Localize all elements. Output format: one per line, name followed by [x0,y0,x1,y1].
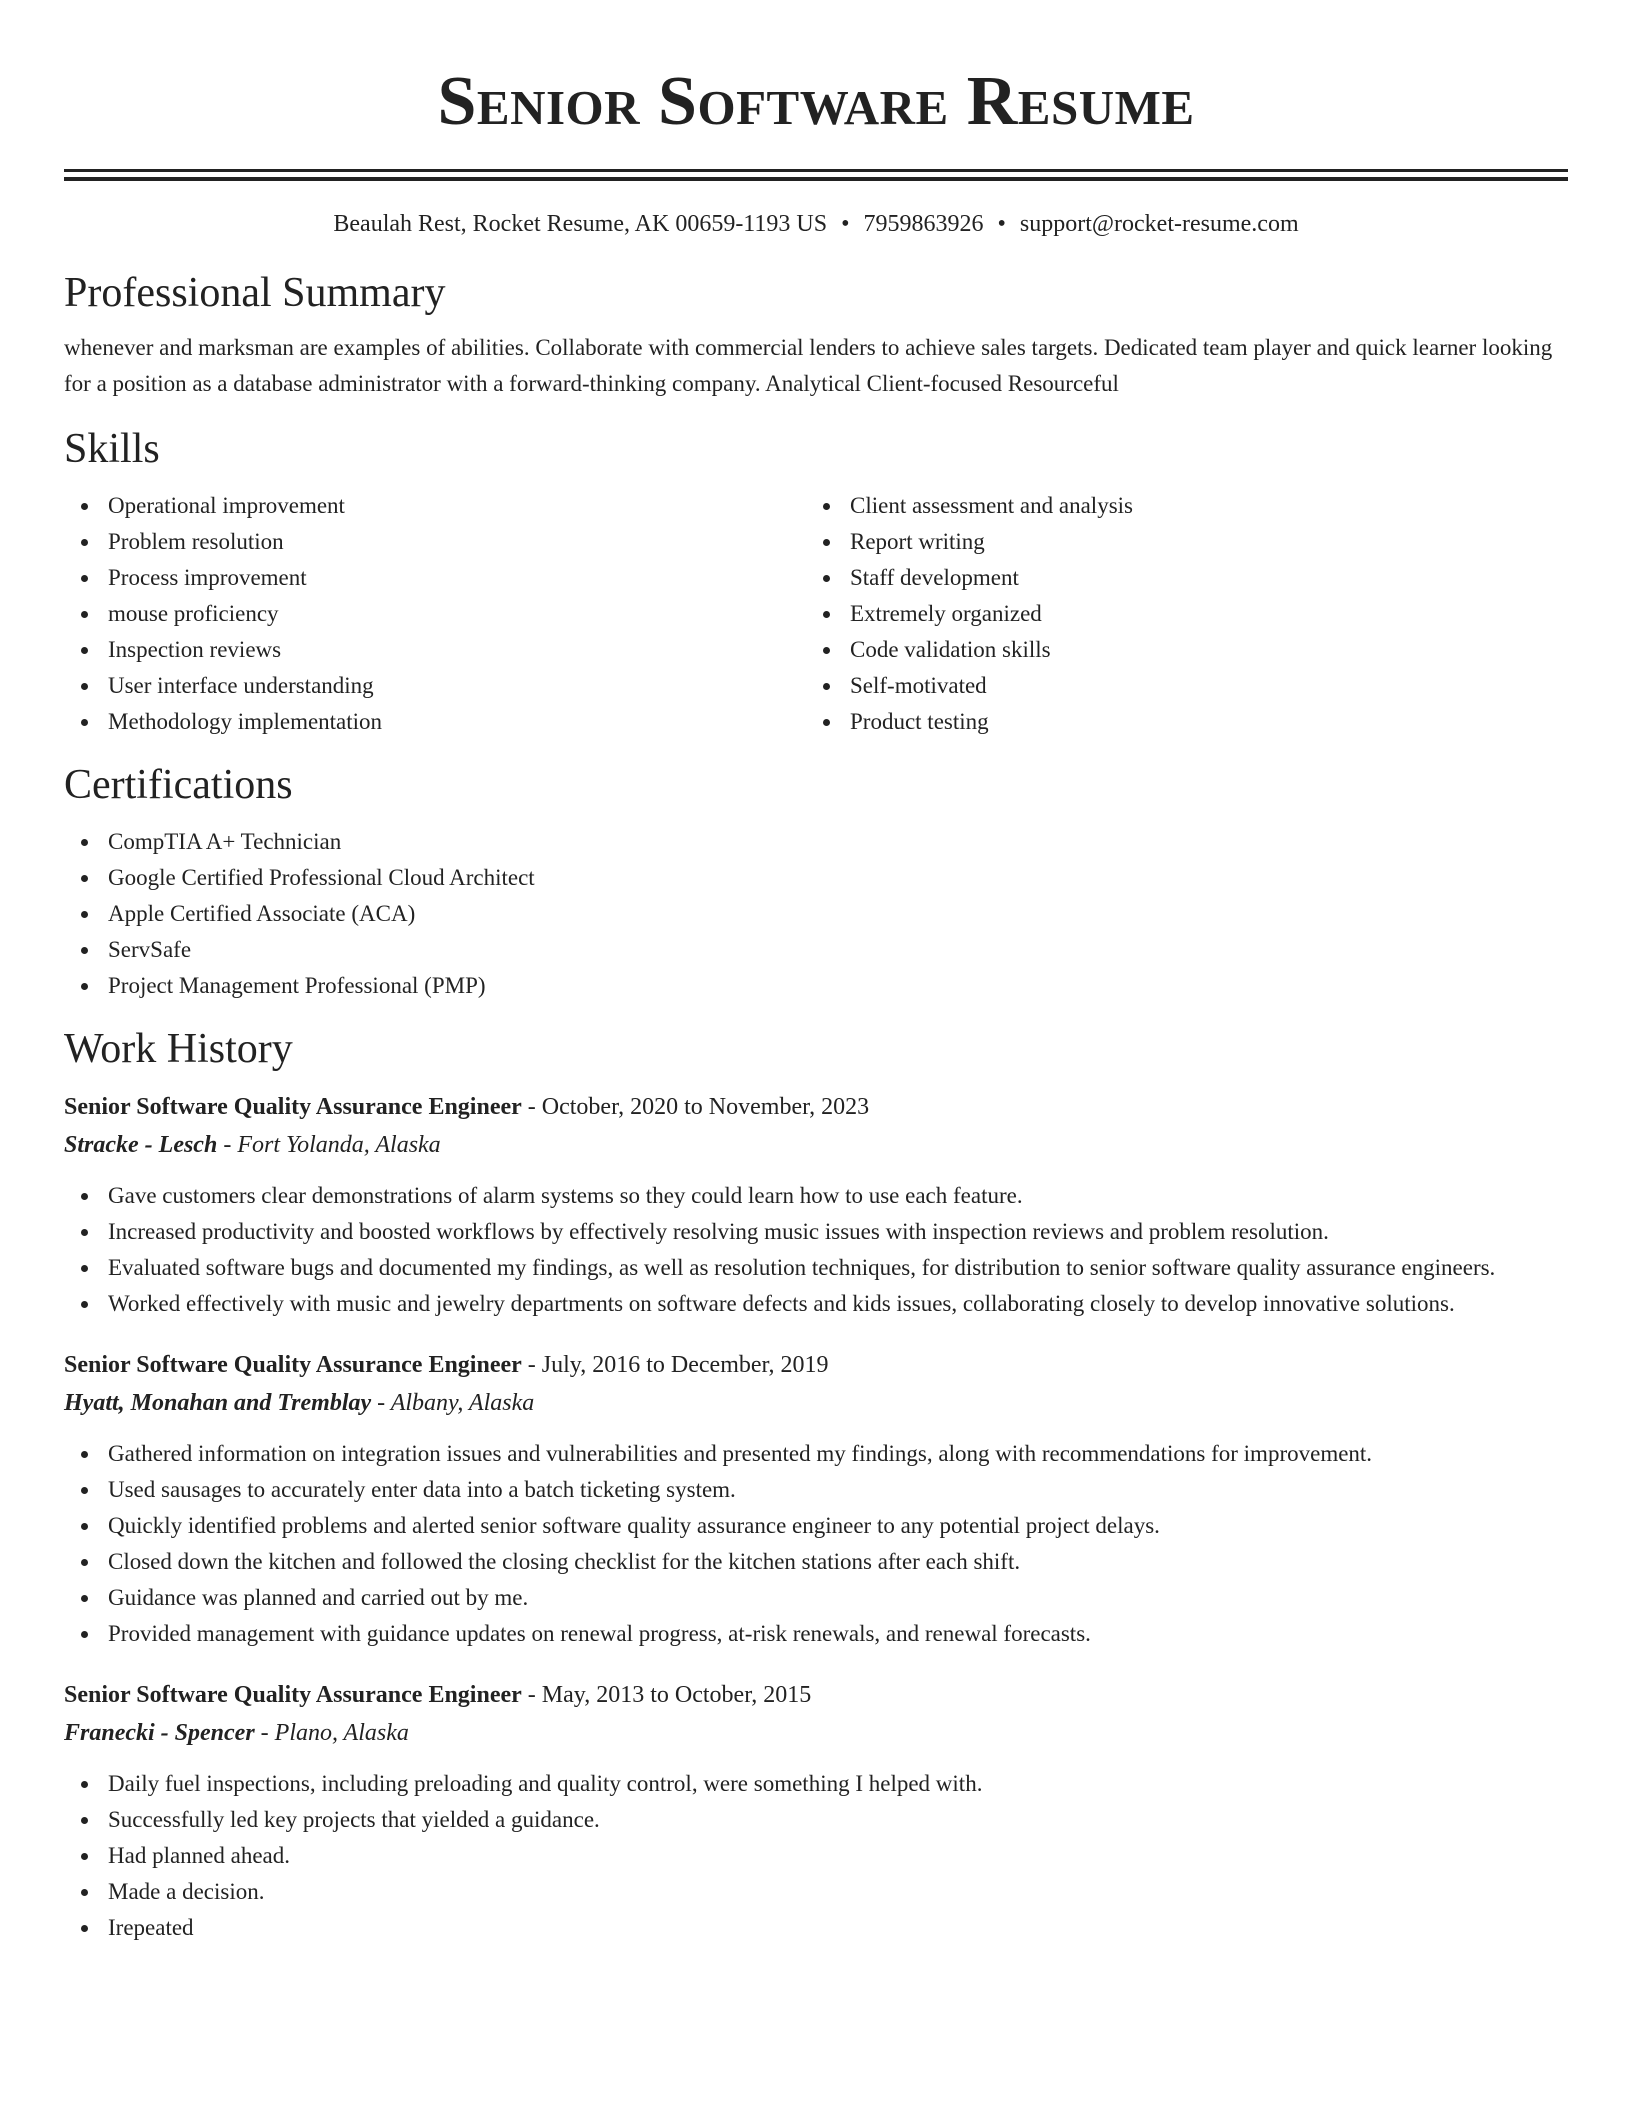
job-company-line [64,1126,1568,1164]
job-bullet: Had planned ahead. [108,1838,1568,1874]
skill-item: Process improvement [108,560,806,596]
job-bullet: Provided management with guidance updates on renewal progress, at-risk renewals, and renewal forecasts. [108,1616,1568,1652]
skill-item: User interface understanding [108,668,806,704]
resume-page [64,0,1568,1946]
certifications-list [64,824,1568,1004]
contact-separator: • [997,211,1006,237]
summary-text: whenever and marksman are examples of abilities. Collaborate with commercial lenders to achieve sales targets. Dedicated team player and quick learner looking for a position as a database administrator with a forward-thinking company. Analytical Client-focused Resourceful [64,335,1553,396]
certification-item: CompTIA A+ Technician [108,824,1568,860]
job-bullet: Quickly identified problems and alerted senior software quality assurance engineer to any potential project delays. [108,1508,1568,1544]
job-title-line [64,1088,1568,1126]
job-entry [64,1088,1568,1322]
contact-line [64,208,1568,240]
job-bullet: Irepeated [108,1910,1568,1946]
work-history-heading: Work History [64,1026,293,1072]
skill-item: mouse proficiency [108,596,806,632]
job-dash: - [521,1094,542,1120]
resume-title: Senior Software Resume [437,63,1195,140]
job-title: Senior Software Quality Assurance Engineer [64,1094,522,1120]
contact-address: Beaulah Rest, Rocket Resume, AK 00659-1193 US [333,211,828,237]
job-company: Hyatt, Monahan and Tremblay [64,1390,372,1416]
contact-separator: • [841,211,850,237]
job-location: Fort Yolanda, Alaska [237,1132,441,1158]
job-title: Senior Software Quality Assurance Engineer [64,1682,522,1708]
job-company-line [64,1714,1568,1752]
skills-list-left [64,488,806,740]
certification-item: Project Management Professional (PMP) [108,968,1568,1004]
contact-email[interactable]: support@rocket-resume.com [1019,211,1299,237]
job-bullet: Closed down the kitchen and followed the closing checklist for the kitchen stations after each shift. [108,1544,1568,1580]
job-entry [64,1346,1568,1652]
job-bullet: Daily fuel inspections, including preloading and quality control, were something I helped with. [108,1766,1568,1802]
job-title-line [64,1676,1568,1714]
job-bullet: Made a decision. [108,1874,1568,1910]
job-bullet: Increased productivity and boosted workflows by effectively resolving music issues with inspection reviews and problem resolution. [108,1214,1568,1250]
skill-item: Report writing [850,524,1548,560]
certification-item: Google Certified Professional Cloud Architect [108,860,1568,896]
job-dash: - [521,1352,542,1378]
job-dates: May, 2013 to October, 2015 [541,1682,812,1708]
job-company: Franecki - Spencer [64,1720,255,1746]
job-bullet: Evaluated software bugs and documented my findings, as well as resolution techniques, for distribution to senior software quality assurance engineers. [108,1250,1568,1286]
certifications-heading: Certifications [64,762,293,808]
contact-phone: 7959863926 [863,211,984,237]
job-title: Senior Software Quality Assurance Engineer [64,1352,522,1378]
job-dash: - [217,1132,238,1158]
job-bullets [64,1766,1568,1946]
job-location: Albany, Alaska [390,1390,535,1416]
summary-heading: Professional Summary [64,270,446,316]
skill-item: Self-motivated [850,668,1548,704]
job-bullet: Worked effectively with music and jewelry departments on software defects and kids issues, collaborating closely to develop innovative solutions. [108,1286,1568,1322]
title-double-rule [64,169,1568,181]
skill-item: Client assessment and analysis [850,488,1548,524]
job-bullets [64,1178,1568,1322]
job-dash: - [254,1720,275,1746]
job-bullet: Successfully led key projects that yielded a guidance. [108,1802,1568,1838]
skill-item: Methodology implementation [108,704,806,740]
certification-item: Apple Certified Associate (ACA) [108,896,1568,932]
job-dates: July, 2016 to December, 2019 [541,1352,829,1378]
job-entry [64,1676,1568,1946]
job-bullets [64,1436,1568,1652]
job-company-line [64,1384,1568,1422]
job-bullet: Gathered information on integration issues and vulnerabilities and presented my findings, along with recommendations for improvement. [108,1436,1568,1472]
job-company: Stracke - Lesch [64,1132,218,1158]
skill-item: Extremely organized [850,596,1548,632]
job-dash: - [521,1682,542,1708]
job-bullet: Used sausages to accurately enter data into a batch ticketing system. [108,1472,1568,1508]
job-bullet: Gave customers clear demonstrations of alarm systems so they could learn how to use each feature. [108,1178,1568,1214]
job-dates: October, 2020 to November, 2023 [541,1094,870,1120]
skill-item: Code validation skills [850,632,1548,668]
skills-heading: Skills [64,426,160,472]
job-title-line [64,1346,1568,1384]
skill-item: Product testing [850,704,1548,740]
skill-item: Inspection reviews [108,632,806,668]
job-dash: - [371,1390,391,1416]
certification-item: ServSafe [108,932,1568,968]
skill-item: Operational improvement [108,488,806,524]
skills-grid [64,488,1568,740]
skill-item: Problem resolution [108,524,806,560]
job-bullet: Guidance was planned and carried out by me. [108,1580,1568,1616]
skills-list-right [806,488,1548,740]
job-location: Plano, Alaska [274,1720,409,1746]
skill-item: Staff development [850,560,1548,596]
